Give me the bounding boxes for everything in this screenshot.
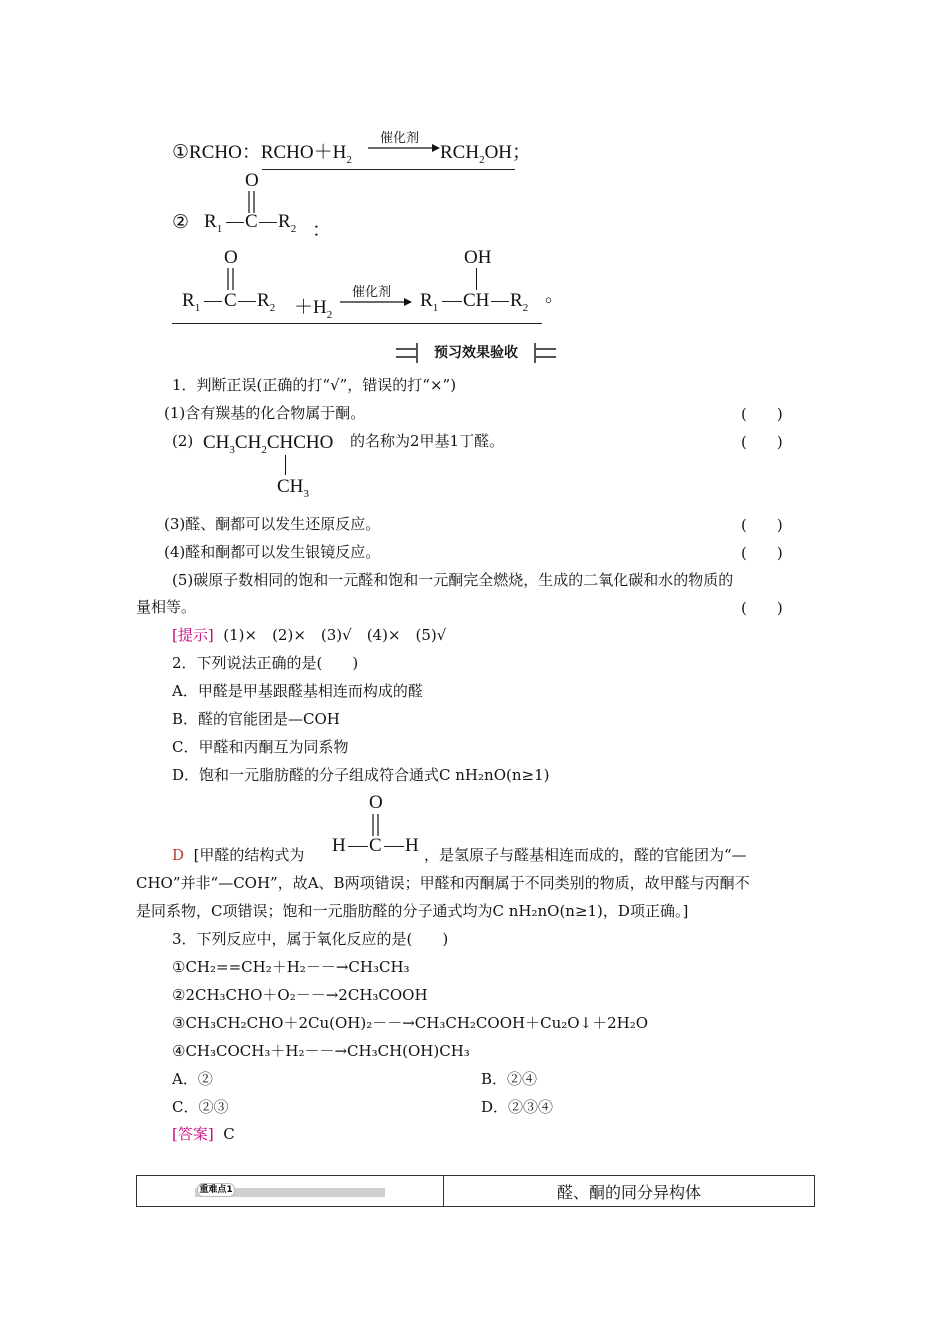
eq-R1-wrap <box>182 290 200 312</box>
q1-item-5-cont: 量相等。 <box>136 598 197 616</box>
eq-O: O <box>224 247 238 268</box>
q1-formula-sub2: 2 <box>261 444 267 456</box>
q1-item-3: (3)醛、酮都可以发生还原反应。 <box>164 515 381 533</box>
q3-option-d: D．②③④ <box>481 1098 554 1116</box>
reaction1-rhs: RCH <box>440 142 480 163</box>
key-point-table <box>136 1175 815 1207</box>
eq-CH: CH <box>463 290 490 311</box>
key-point-tag-cell <box>137 1176 444 1207</box>
eq-plus-sub: 2 <box>326 309 333 321</box>
eq-bond-4 <box>491 301 509 302</box>
key-point-title: 醛、酮的同分异构体 <box>444 1176 815 1207</box>
hint-text: (1)× (2)× (3)√ (4)× (5)√ <box>223 626 447 644</box>
reaction1-lhs: RCHO＋H <box>260 142 347 163</box>
q1-stem: 1．判断正误(正确的打“√”，错误的打“×”) <box>172 376 457 394</box>
q3-reaction-4: ④CH₃COCH₃＋H₂－－→CH₃CH(OH)CH₃ <box>172 1042 470 1060</box>
eq-R2-wrap <box>257 290 275 312</box>
hcho-H1: H <box>332 835 346 856</box>
q2-explain-1 <box>172 845 304 865</box>
eq-bond-3 <box>442 301 462 302</box>
eq-arrow <box>340 297 412 307</box>
q1-formula-branch <box>277 476 309 498</box>
q2-explain-2: CHO”并非“—COH”，故A、B两项错误；甲醛和丙酮属于不同类别的物质，故甲醛与丙酮不 <box>136 874 750 892</box>
eq-end: 。 <box>545 285 565 306</box>
reaction1-catalyst: 催化剂 <box>380 131 420 146</box>
q1-formula-end: CHCHO <box>266 432 334 453</box>
ketone-structure <box>204 211 222 233</box>
eq-double-bond <box>225 268 237 290</box>
q1-item-4: (4)醛和酮都可以发生银镜反应。 <box>164 543 381 561</box>
reaction1-rhs-sub: 2 <box>479 154 485 166</box>
ketone-bond-right <box>259 222 277 223</box>
q1-branch-sub: 3 <box>303 488 309 500</box>
q1-formula <box>203 432 333 454</box>
q3-reaction-2: ②2CH₃CHO＋O₂－－→2CH₃COOH <box>172 986 428 1004</box>
ketone-double-bond <box>246 191 258 213</box>
q2-option-c: C．甲醛和丙酮互为同系物 <box>172 738 349 756</box>
q1-hint <box>172 625 446 645</box>
q1-item-5: (5)碳原子数相同的饱和一元醛和饱和一元酮完全燃烧，生成的二氧化碳和水的物质的 <box>172 571 734 589</box>
q1-paren-1: ( ) <box>741 405 783 423</box>
q1-formula-ch: CH <box>203 432 230 453</box>
q1-paren-2: ( ) <box>741 433 783 451</box>
eq-pR2-wrap <box>510 290 528 312</box>
q3-option-b: B．②④ <box>481 1070 538 1088</box>
reaction1-underline <box>262 169 515 170</box>
ketone-R2: R <box>278 211 291 232</box>
q3-answer <box>172 1124 235 1144</box>
q3-reaction-3: ③CH₃CH₂CHO＋2Cu(OH)₂－－→CH₃CH₂COOH＋Cu₂O↓＋2H₂O <box>172 1014 649 1032</box>
q1-formula-mid: CH <box>234 432 262 453</box>
q1-paren-3: ( ) <box>741 516 783 534</box>
answer-value: C <box>223 1125 235 1143</box>
q3-stem: 3．下列反应中，属于氧化反应的是( ) <box>172 930 449 948</box>
ketone-R2-wrap <box>278 211 296 233</box>
eq-R1: R <box>182 290 195 311</box>
q3-reaction-1: ①CH₂==CH₂＋H₂－－→CH₃CH₃ <box>172 958 410 976</box>
eq-R2: R <box>257 290 270 311</box>
reaction1-rhs2: OH； <box>484 142 532 163</box>
q1-branch-ch: CH <box>277 476 304 497</box>
q2-option-b: B．醛的官能团是—COH <box>172 710 340 728</box>
q1-item-2-text: 的名称为2甲基1丁醛。 <box>350 432 505 450</box>
ketone-O: O <box>245 170 259 191</box>
eq-pR1-sub: 1 <box>432 302 439 314</box>
eq-pR2: R <box>510 290 523 311</box>
reaction1-label: ①RCHO： <box>172 142 261 163</box>
ketone-bond-left <box>226 222 244 223</box>
hcho-double-bond <box>370 814 382 836</box>
q1-paren-4: ( ) <box>741 544 783 562</box>
eq-pR2-sub: 2 <box>522 302 529 314</box>
hcho-C: C <box>369 835 382 856</box>
q2-stem: 2．下列说法正确的是( ) <box>172 654 359 672</box>
eq-bond-1 <box>204 301 222 302</box>
eq-R2-sub: 2 <box>269 302 276 314</box>
q1-item-2-num: (2) <box>172 432 194 450</box>
reaction1-arrow <box>368 143 440 153</box>
ketone-C: C <box>245 211 258 232</box>
hcho-bond-left <box>348 846 368 847</box>
q2-explain-1b: ，是氢原子与醛基相连而成的，醛的官能团为“— <box>424 846 747 864</box>
eq-catalyst: 催化剂 <box>352 285 392 300</box>
q1-paren-5: ( ) <box>741 599 783 617</box>
q1-item-1: (1)含有羰基的化合物属于酮。 <box>164 404 366 422</box>
q3-option-a: A．② <box>172 1070 213 1088</box>
q2-explain-1a: [甲醛的结构式为 <box>193 846 305 864</box>
hint-label: [提示] <box>172 626 214 644</box>
eq-plus-H2 <box>294 292 332 319</box>
eq-OH: OH <box>464 247 492 268</box>
q1-formula-sub1: 3 <box>229 444 235 456</box>
eq-C: C <box>224 290 237 311</box>
ketone-colon: ： <box>312 220 332 241</box>
reaction1 <box>172 137 352 164</box>
ketone-R1: R <box>204 211 217 232</box>
reaction2-underline <box>172 323 542 324</box>
key-point-tag-label: 重难点1 <box>197 1183 235 1197</box>
q1-formula-branch-bond <box>285 455 286 475</box>
q2-option-d: D．饱和一元脂肪醛的分子组成符合通式C nH₂nO(n≥1) <box>172 766 550 784</box>
eq-bond-2 <box>238 301 256 302</box>
q2-explain-3: 是同系物，C项错误；饱和一元脂肪醛的分子通式均为C nH₂nO(n≥1)，D项正确。] <box>136 902 689 920</box>
key-point-tag <box>195 1183 385 1197</box>
q2-option-a: A．甲醛是甲基跟醛基相连而构成的醛 <box>172 682 423 700</box>
answer-label: [答案] <box>172 1125 214 1143</box>
reaction1-lhs-sub: 2 <box>346 154 352 166</box>
section-title: 预习效果验收 <box>416 343 536 363</box>
eq-plus: ＋H <box>294 297 327 318</box>
q3-option-c: C．②③ <box>172 1098 229 1116</box>
eq-pR1: R <box>420 290 433 311</box>
q2-answer-letter: D <box>172 846 185 864</box>
reaction1-product <box>440 137 531 164</box>
section-banner <box>396 343 556 363</box>
ketone-R2-sub: 2 <box>290 223 297 235</box>
hcho-O: O <box>369 792 383 813</box>
ketone-R1-sub: 1 <box>216 223 223 235</box>
eq-R1-sub: 1 <box>194 302 201 314</box>
hcho-bond-right <box>384 846 404 847</box>
eq-pR1-wrap <box>420 290 438 312</box>
reaction2-label: ② <box>172 212 190 233</box>
eq-single-bond <box>476 268 477 290</box>
hcho-H2: H <box>405 835 419 856</box>
